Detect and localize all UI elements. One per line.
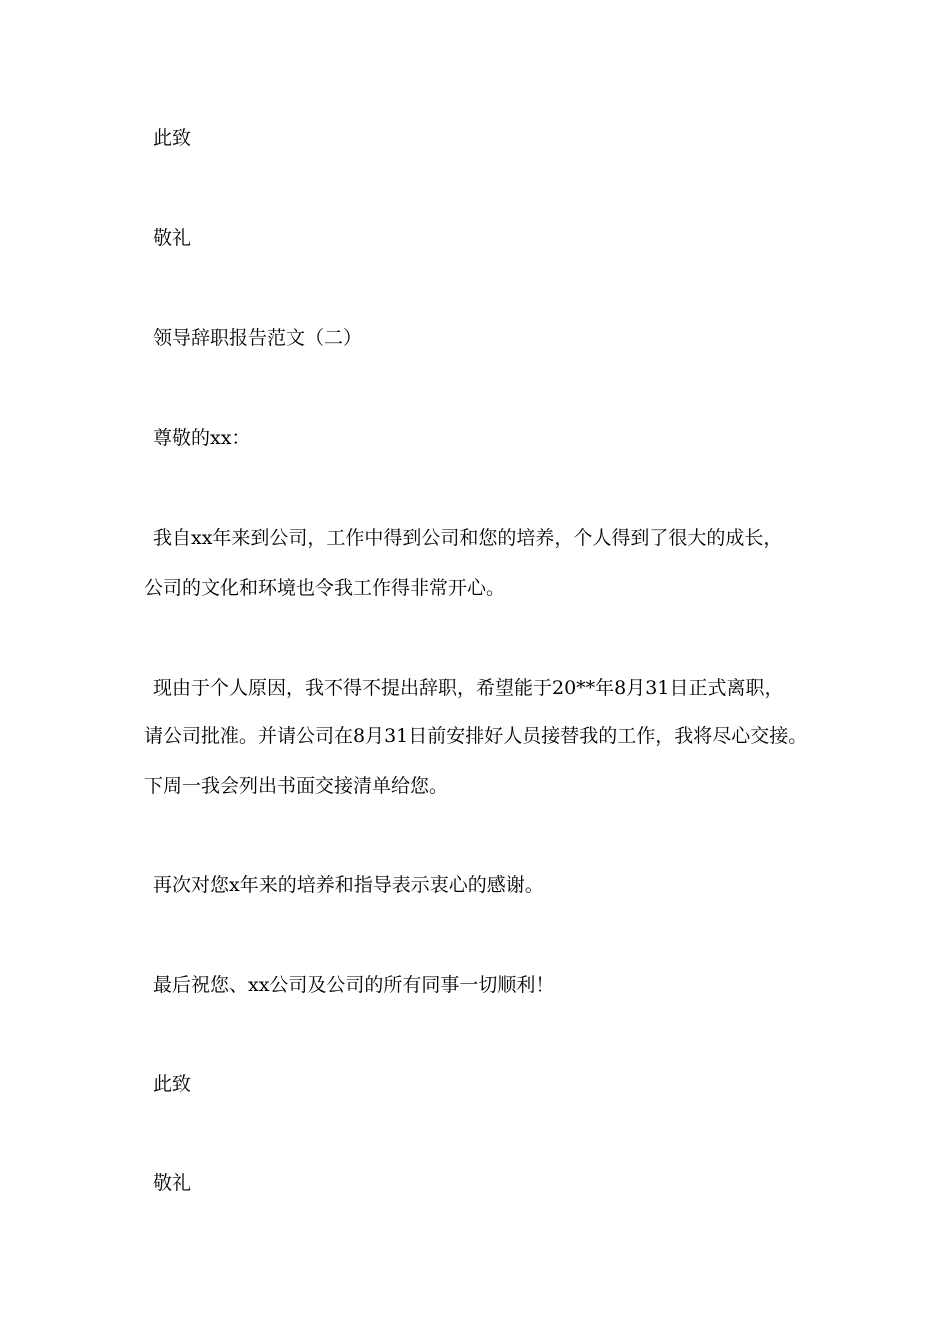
closing-text-2: 此致 (153, 1073, 192, 1095)
closing-text: 此致 (153, 127, 192, 149)
greeting-text: 尊敬的xx： (153, 427, 251, 449)
paragraph-1-line-1: 我自xx年来到公司，工作中得到公司和您的培养，个人得到了很大的成长， (153, 527, 783, 549)
paragraph-2-line-2: 请公司批准。并请公司在8月31日前安排好人员接替我的工作，我将尽心交接。 (144, 725, 808, 747)
paragraph-2-line-3: 下周一我会列出书面交接清单给您。 (144, 775, 449, 797)
salutation-closing-text: 敬礼 (153, 227, 192, 249)
paragraph-2-line-1: 现由于个人原因，我不得不提出辞职，希望能于20**年8月31日正式离职， (153, 677, 784, 699)
paragraph-4: 最后祝您、xx公司及公司的所有同事一切顺利！ (153, 974, 555, 996)
paragraph-3: 再次对您x年来的培养和指导表示衷心的感谢。 (153, 874, 544, 896)
paragraph-1-line-2: 公司的文化和环境也令我工作得非常开心。 (144, 577, 506, 599)
document-title: 领导辞职报告范文（二） (153, 327, 363, 349)
salutation-closing-text-2: 敬礼 (153, 1172, 192, 1194)
